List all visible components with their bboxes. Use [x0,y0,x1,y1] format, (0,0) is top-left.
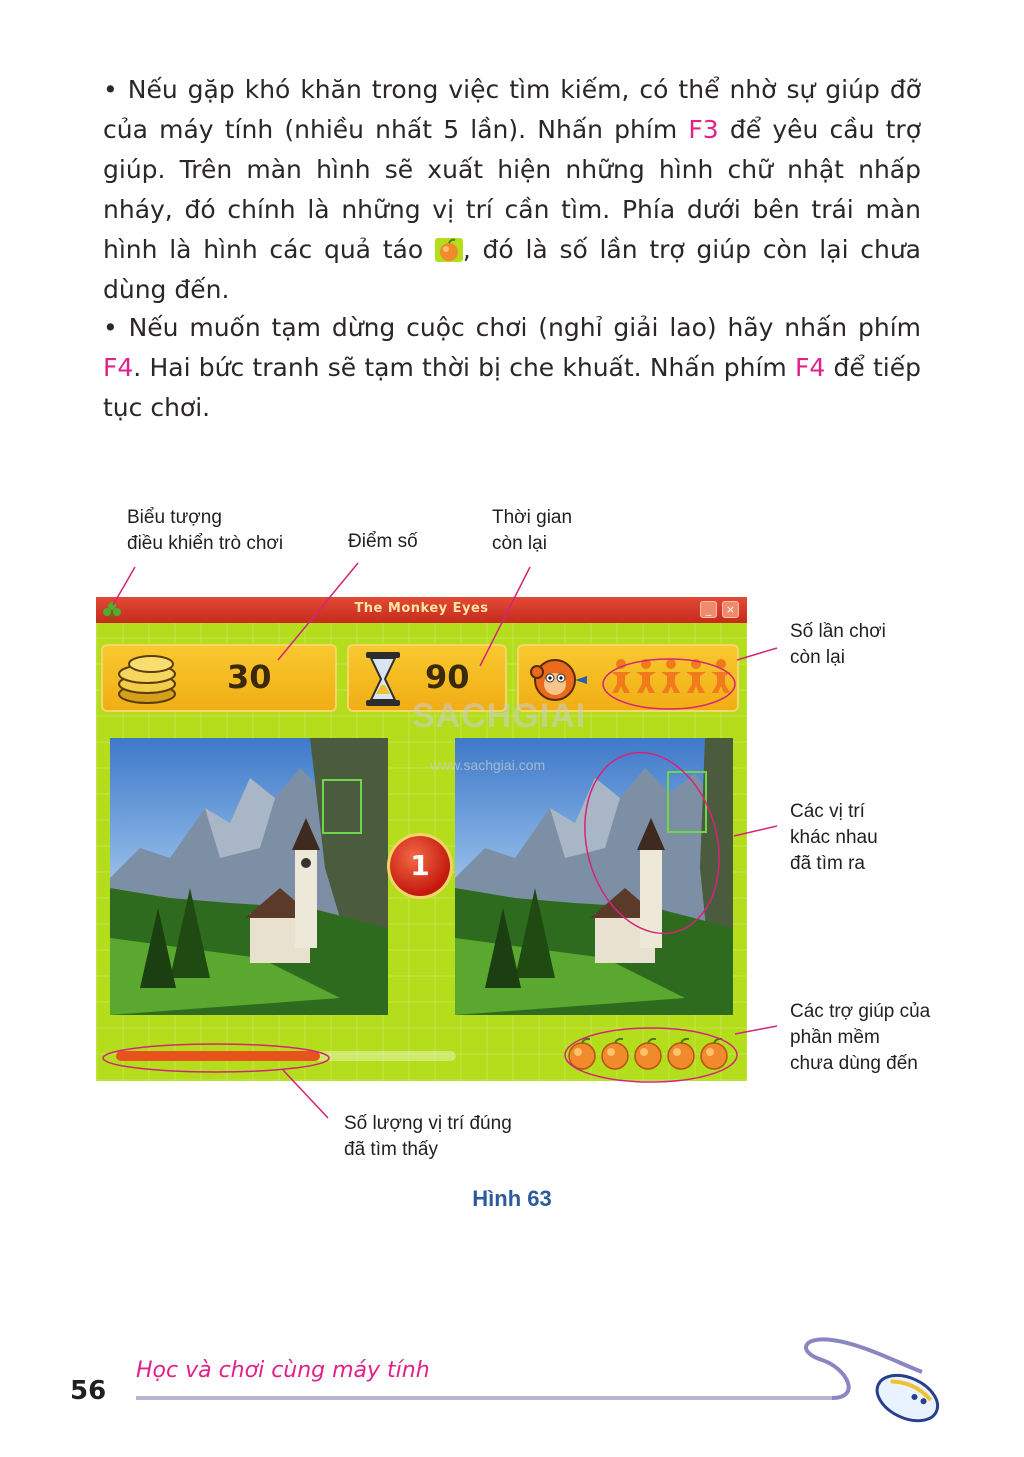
callout-time-left [492,505,572,557]
coins-icon [115,650,179,706]
left-photo[interactable] [110,738,388,1015]
callout-found-diffs [790,799,878,877]
apple-icon [665,1037,698,1071]
watermark-brand: SACHGIAI [412,697,587,735]
callout-line: Điểm số [348,531,418,552]
hint-rectangle [667,771,707,833]
time-value: 90 [425,658,470,696]
hourglass-icon [363,650,403,708]
callout-line: điều khiển trò chơi [127,533,284,554]
minimize-button[interactable]: _ [700,601,717,618]
callout-line: Thời gian [492,507,573,528]
callout-line: đã tìm ra [790,853,865,874]
callout-line: Các vị trí [790,801,865,822]
callout-line: Các trợ giúp của [790,1001,931,1022]
callout-line: khác nhau [790,827,878,848]
apple-icon [698,1037,731,1071]
footer-decoration [132,1330,962,1430]
callout-found-count [344,1111,512,1163]
paragraph-help [103,70,921,310]
callout-line: đã tìm thấy [344,1139,438,1160]
progress-bar [116,1051,456,1061]
apple-icon [599,1037,632,1071]
callout-line: phần mềm [790,1027,880,1048]
paragraph-pause [103,308,921,428]
key-f4: F4 [103,353,134,382]
callout-line: còn lại [790,647,845,668]
paragraph-text: • Nếu gặp khó khăn trong việc tìm kiếm, có thể nhờ sự giúp đỡ của máy tính (nhiều nhất 5 lần). Nhấn phím [103,75,921,144]
callout-line: Số lần chơi [790,621,886,642]
person-icon [659,658,683,694]
game-window [96,597,747,1081]
paragraph-text: . Hai bức tranh sẽ tạm thời bị che khuất. Nhấn phím [133,353,795,382]
game-titlebar [96,597,747,623]
game-title: The Monkey Eyes [354,601,489,616]
apple-icon [566,1037,599,1071]
callout-line: chưa dùng đến [790,1053,918,1074]
person-icon [609,658,633,694]
paragraph-text: • Nếu muốn tạm dừng cuộc chơi (nghỉ giải lao) hãy nhấn phím [103,313,921,342]
paragraph-text: để yêu cầu trợ giúp. Trên màn hình sẽ xuất hiện những hình chữ nhật nhấp nháy, đó chính là những vị trí cần tìm. Phía dưới bên trái màn hình là hình các quả táo [103,115,922,264]
apple-icon [435,234,463,258]
paragraph-text: để tiếp tục chơi. [103,353,921,422]
progress-fill [116,1051,320,1061]
hint-rectangle [322,779,362,834]
callout-score [348,529,418,555]
callout-hints-left [790,999,930,1077]
key-f3: F3 [688,115,719,144]
callout-line: Biểu tượng [127,507,222,528]
apple-icon [632,1037,665,1071]
paragraph-text: , đó là số lần trợ giúp còn lại chưa dùng đến. [103,235,922,304]
watermark-url: www.sachgiai.com [430,757,546,773]
callout-line: Số lượng vị trí đúng [344,1113,512,1134]
lives-row [609,658,739,698]
mouse-icon [870,1366,945,1429]
person-icon [634,658,658,694]
score-panel [101,644,337,712]
callout-control-icon [127,505,283,557]
close-button[interactable]: × [722,601,739,618]
callout-lives-left [790,619,886,671]
figure-caption: Hình 63 [472,1186,552,1211]
person-icon [709,658,733,694]
score-value: 30 [227,658,272,696]
person-icon [684,658,708,694]
hints-row [566,1037,736,1073]
book-title: Học và chơi cùng máy tính [136,1358,430,1383]
right-photo[interactable] [455,738,733,1015]
key-f4: F4 [795,353,826,382]
page-number: 56 [70,1376,107,1406]
callout-line: còn lại [492,533,547,554]
round-indicator: 1 [390,836,450,896]
